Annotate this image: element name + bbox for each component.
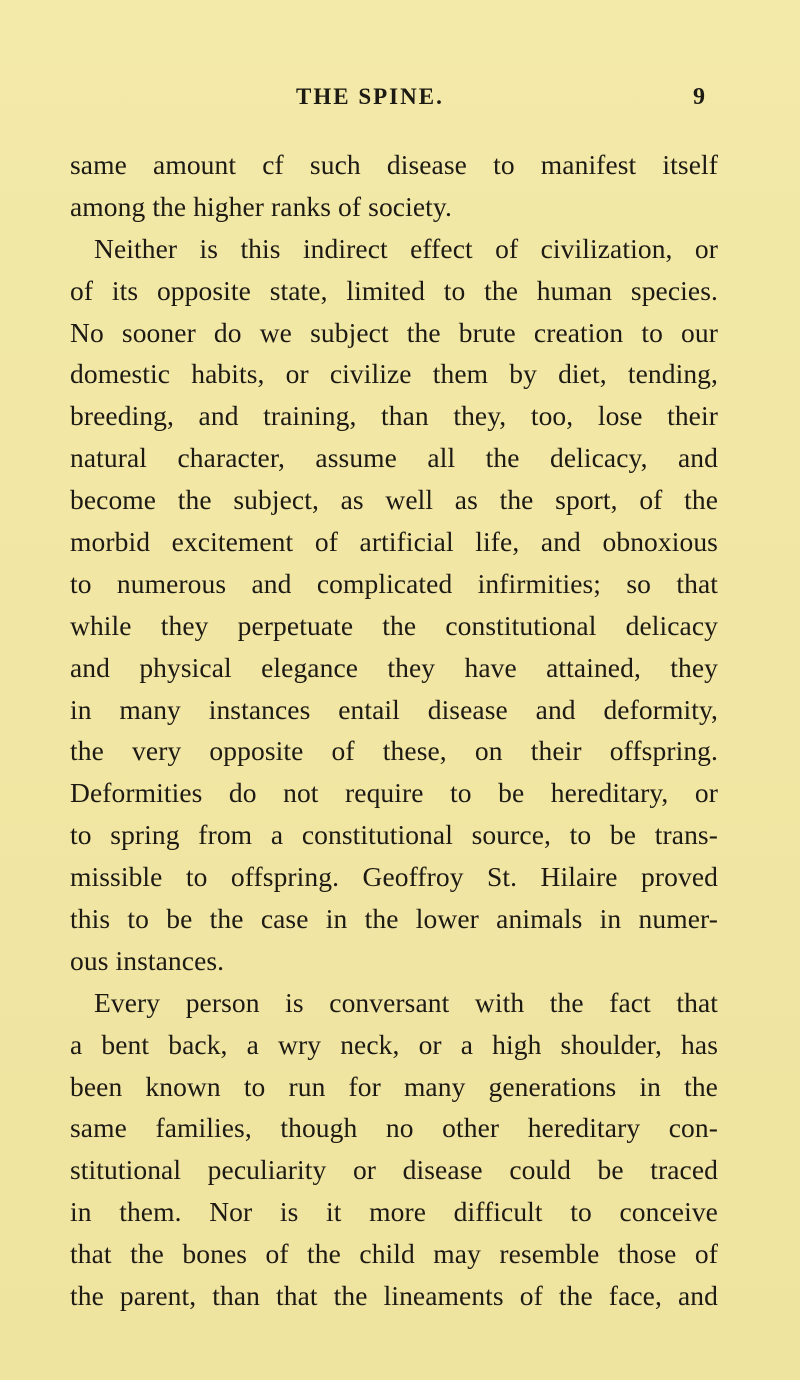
text-line: and physical elegance they have attained, they xyxy=(70,651,718,683)
text-line: same amount cf such disease to manifest itself xyxy=(70,149,718,180)
text-line: a bent back, a wry neck, or a high shoulder, has xyxy=(70,1028,718,1060)
text-line: domestic habits, or civilize them by diet, tending, xyxy=(70,358,718,390)
text-line: ous instances. xyxy=(70,944,225,976)
page-header xyxy=(0,84,800,118)
running-title: THE SPINE. xyxy=(296,84,444,109)
text-line: in them. Nor is it more difficult to conceive xyxy=(70,1196,718,1228)
text-line: to numerous and complicated infirmities; so that xyxy=(70,567,718,599)
text-line: become the subject, as well as the sport, of the xyxy=(70,484,718,516)
text-line: natural character, assume all the delicacy, and xyxy=(70,442,718,474)
text-line: missible to offspring. Geoffroy St. Hilaire proved xyxy=(70,861,718,893)
text-line: the very opposite of these, on their offspring. xyxy=(70,735,718,767)
page-number: 9 xyxy=(693,84,705,110)
text-line: Neither is this indirect effect of civilization, or xyxy=(94,232,718,264)
text-line: been known to run for many generations in the xyxy=(70,1070,718,1102)
text-line: morbid excitement of artificial life, and obnoxious xyxy=(70,526,718,558)
text-line: breeding, and training, than they, too, lose their xyxy=(70,400,718,432)
text-line: to spring from a constitutional source, to be trans- xyxy=(70,819,718,851)
text-line: in many instances entail disease and deformity, xyxy=(70,693,718,725)
text-line: same families, though no other hereditary con- xyxy=(70,1112,718,1144)
body-text xyxy=(70,144,718,1317)
text-line: that the bones of the child may resemble those of xyxy=(70,1238,718,1270)
text-line: stitutional peculiarity or disease could be traced xyxy=(70,1154,718,1186)
text-line: Every person is conversant with the fact that xyxy=(94,986,718,1018)
text-line: the parent, than that the lineaments of the face, and xyxy=(70,1280,718,1312)
text-line: among the higher ranks of society. xyxy=(70,190,452,222)
text-line: Deformities do not require to be hereditary, or xyxy=(70,777,718,809)
text-line: while they perpetuate the constitutional delicacy xyxy=(70,609,718,641)
text-line: No sooner do we subject the brute creation to our xyxy=(70,316,718,348)
text-line: of its opposite state, limited to the human species. xyxy=(70,274,718,306)
text-line: this to be the case in the lower animals in numer- xyxy=(70,903,718,935)
